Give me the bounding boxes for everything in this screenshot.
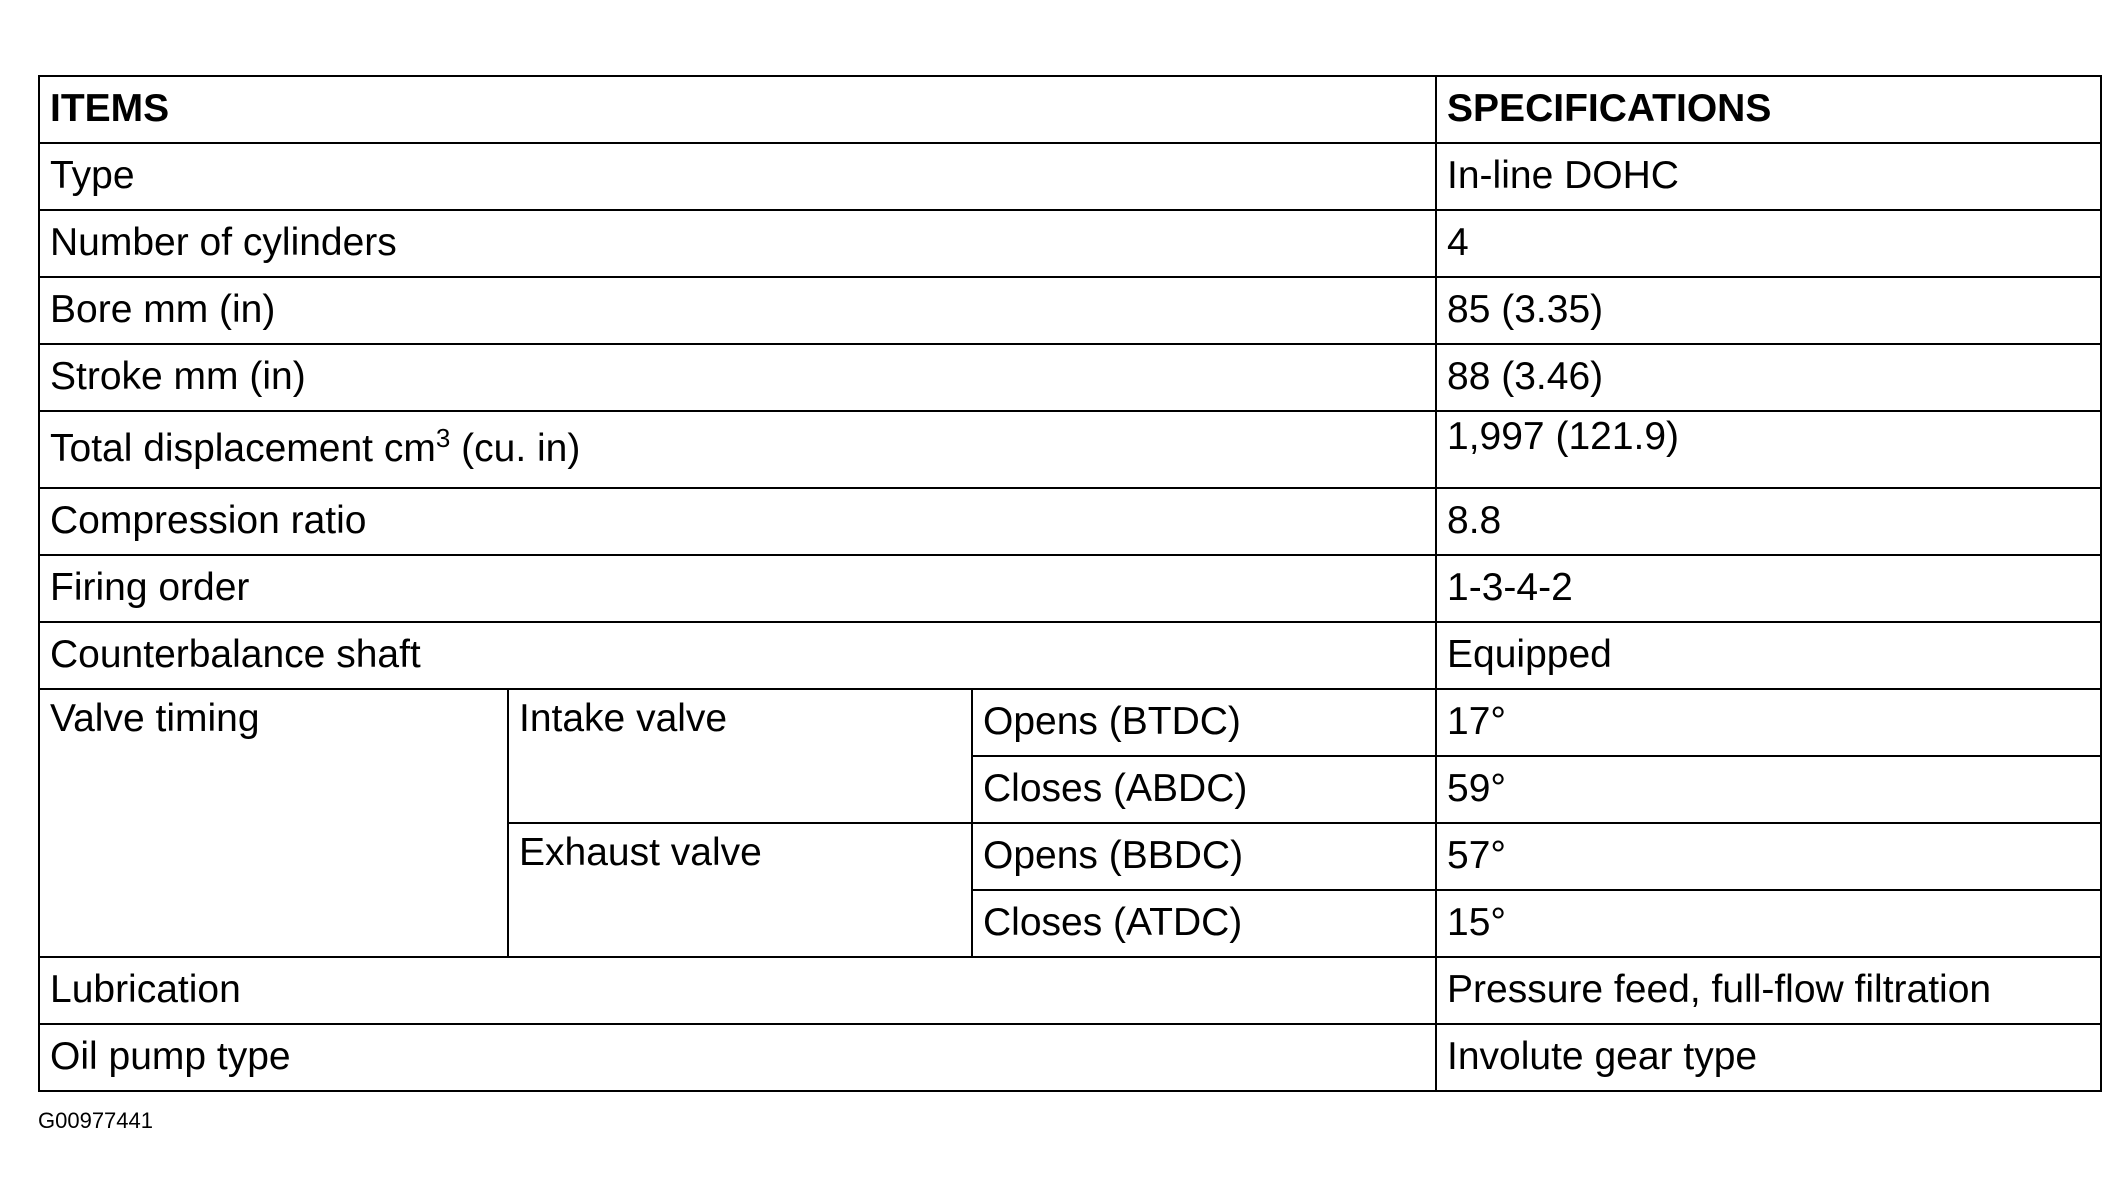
table-row <box>39 488 2101 555</box>
intake-valve-label: Intake valve <box>508 689 972 823</box>
spec-cell: 1,997 (121.9) <box>1436 411 2101 488</box>
exhaust-opens-label: Opens (BBDC) <box>972 823 1436 890</box>
exhaust-valve-label: Exhaust valve <box>508 823 972 957</box>
item-cell: Counterbalance shaft <box>39 622 1436 689</box>
table-row <box>39 210 2101 277</box>
spec-cell: In-line DOHC <box>1436 143 2101 210</box>
spec-cell: 8.8 <box>1436 488 2101 555</box>
spec-cell: Involute gear type <box>1436 1024 2101 1091</box>
spec-cell: 4 <box>1436 210 2101 277</box>
spec-cell: Equipped <box>1436 622 2101 689</box>
item-cell: Bore mm (in) <box>39 277 1436 344</box>
specifications-header: SPECIFICATIONS <box>1436 76 2101 143</box>
item-label: Total displacement cm <box>50 427 436 471</box>
exhaust-closes-label: Closes (ATDC) <box>972 890 1436 957</box>
spec-cell: 88 (3.46) <box>1436 344 2101 411</box>
item-cell: Stroke mm (in) <box>39 344 1436 411</box>
intake-closes-label: Closes (ABDC) <box>972 756 1436 823</box>
spec-cell: 85 (3.35) <box>1436 277 2101 344</box>
table-row <box>39 411 2101 488</box>
item-cell-displacement <box>39 411 1436 488</box>
table-row <box>39 143 2101 210</box>
spec-cell: Pressure feed, full-flow filtration <box>1436 957 2101 1024</box>
valve-timing-label: Valve timing <box>39 689 508 957</box>
item-cell: Compression ratio <box>39 488 1436 555</box>
table-row <box>39 555 2101 622</box>
table-row <box>39 689 2101 756</box>
table-header-row <box>39 76 2101 143</box>
spec-cell: 15° <box>1436 890 2101 957</box>
item-cell: Firing order <box>39 555 1436 622</box>
table-row <box>39 622 2101 689</box>
spec-cell: 1-3-4-2 <box>1436 555 2101 622</box>
table-row <box>39 1024 2101 1091</box>
intake-opens-label: Opens (BTDC) <box>972 689 1436 756</box>
item-cell: Oil pump type <box>39 1024 1436 1091</box>
superscript-3: 3 <box>435 423 451 454</box>
item-cell: Number of cylinders <box>39 210 1436 277</box>
item-cell: Lubrication <box>39 957 1436 1024</box>
spec-cell: 57° <box>1436 823 2101 890</box>
item-cell: Type <box>39 143 1436 210</box>
spec-cell: 17° <box>1436 689 2101 756</box>
items-header: ITEMS <box>39 76 1436 143</box>
table-row <box>39 957 2101 1024</box>
table-row <box>39 344 2101 411</box>
figure-code: G00977441 <box>38 1108 153 1133</box>
spec-cell: 59° <box>1436 756 2101 823</box>
engine-spec-table <box>38 75 2102 1092</box>
item-unit: (cu. in) <box>450 427 581 471</box>
table-row <box>39 277 2101 344</box>
